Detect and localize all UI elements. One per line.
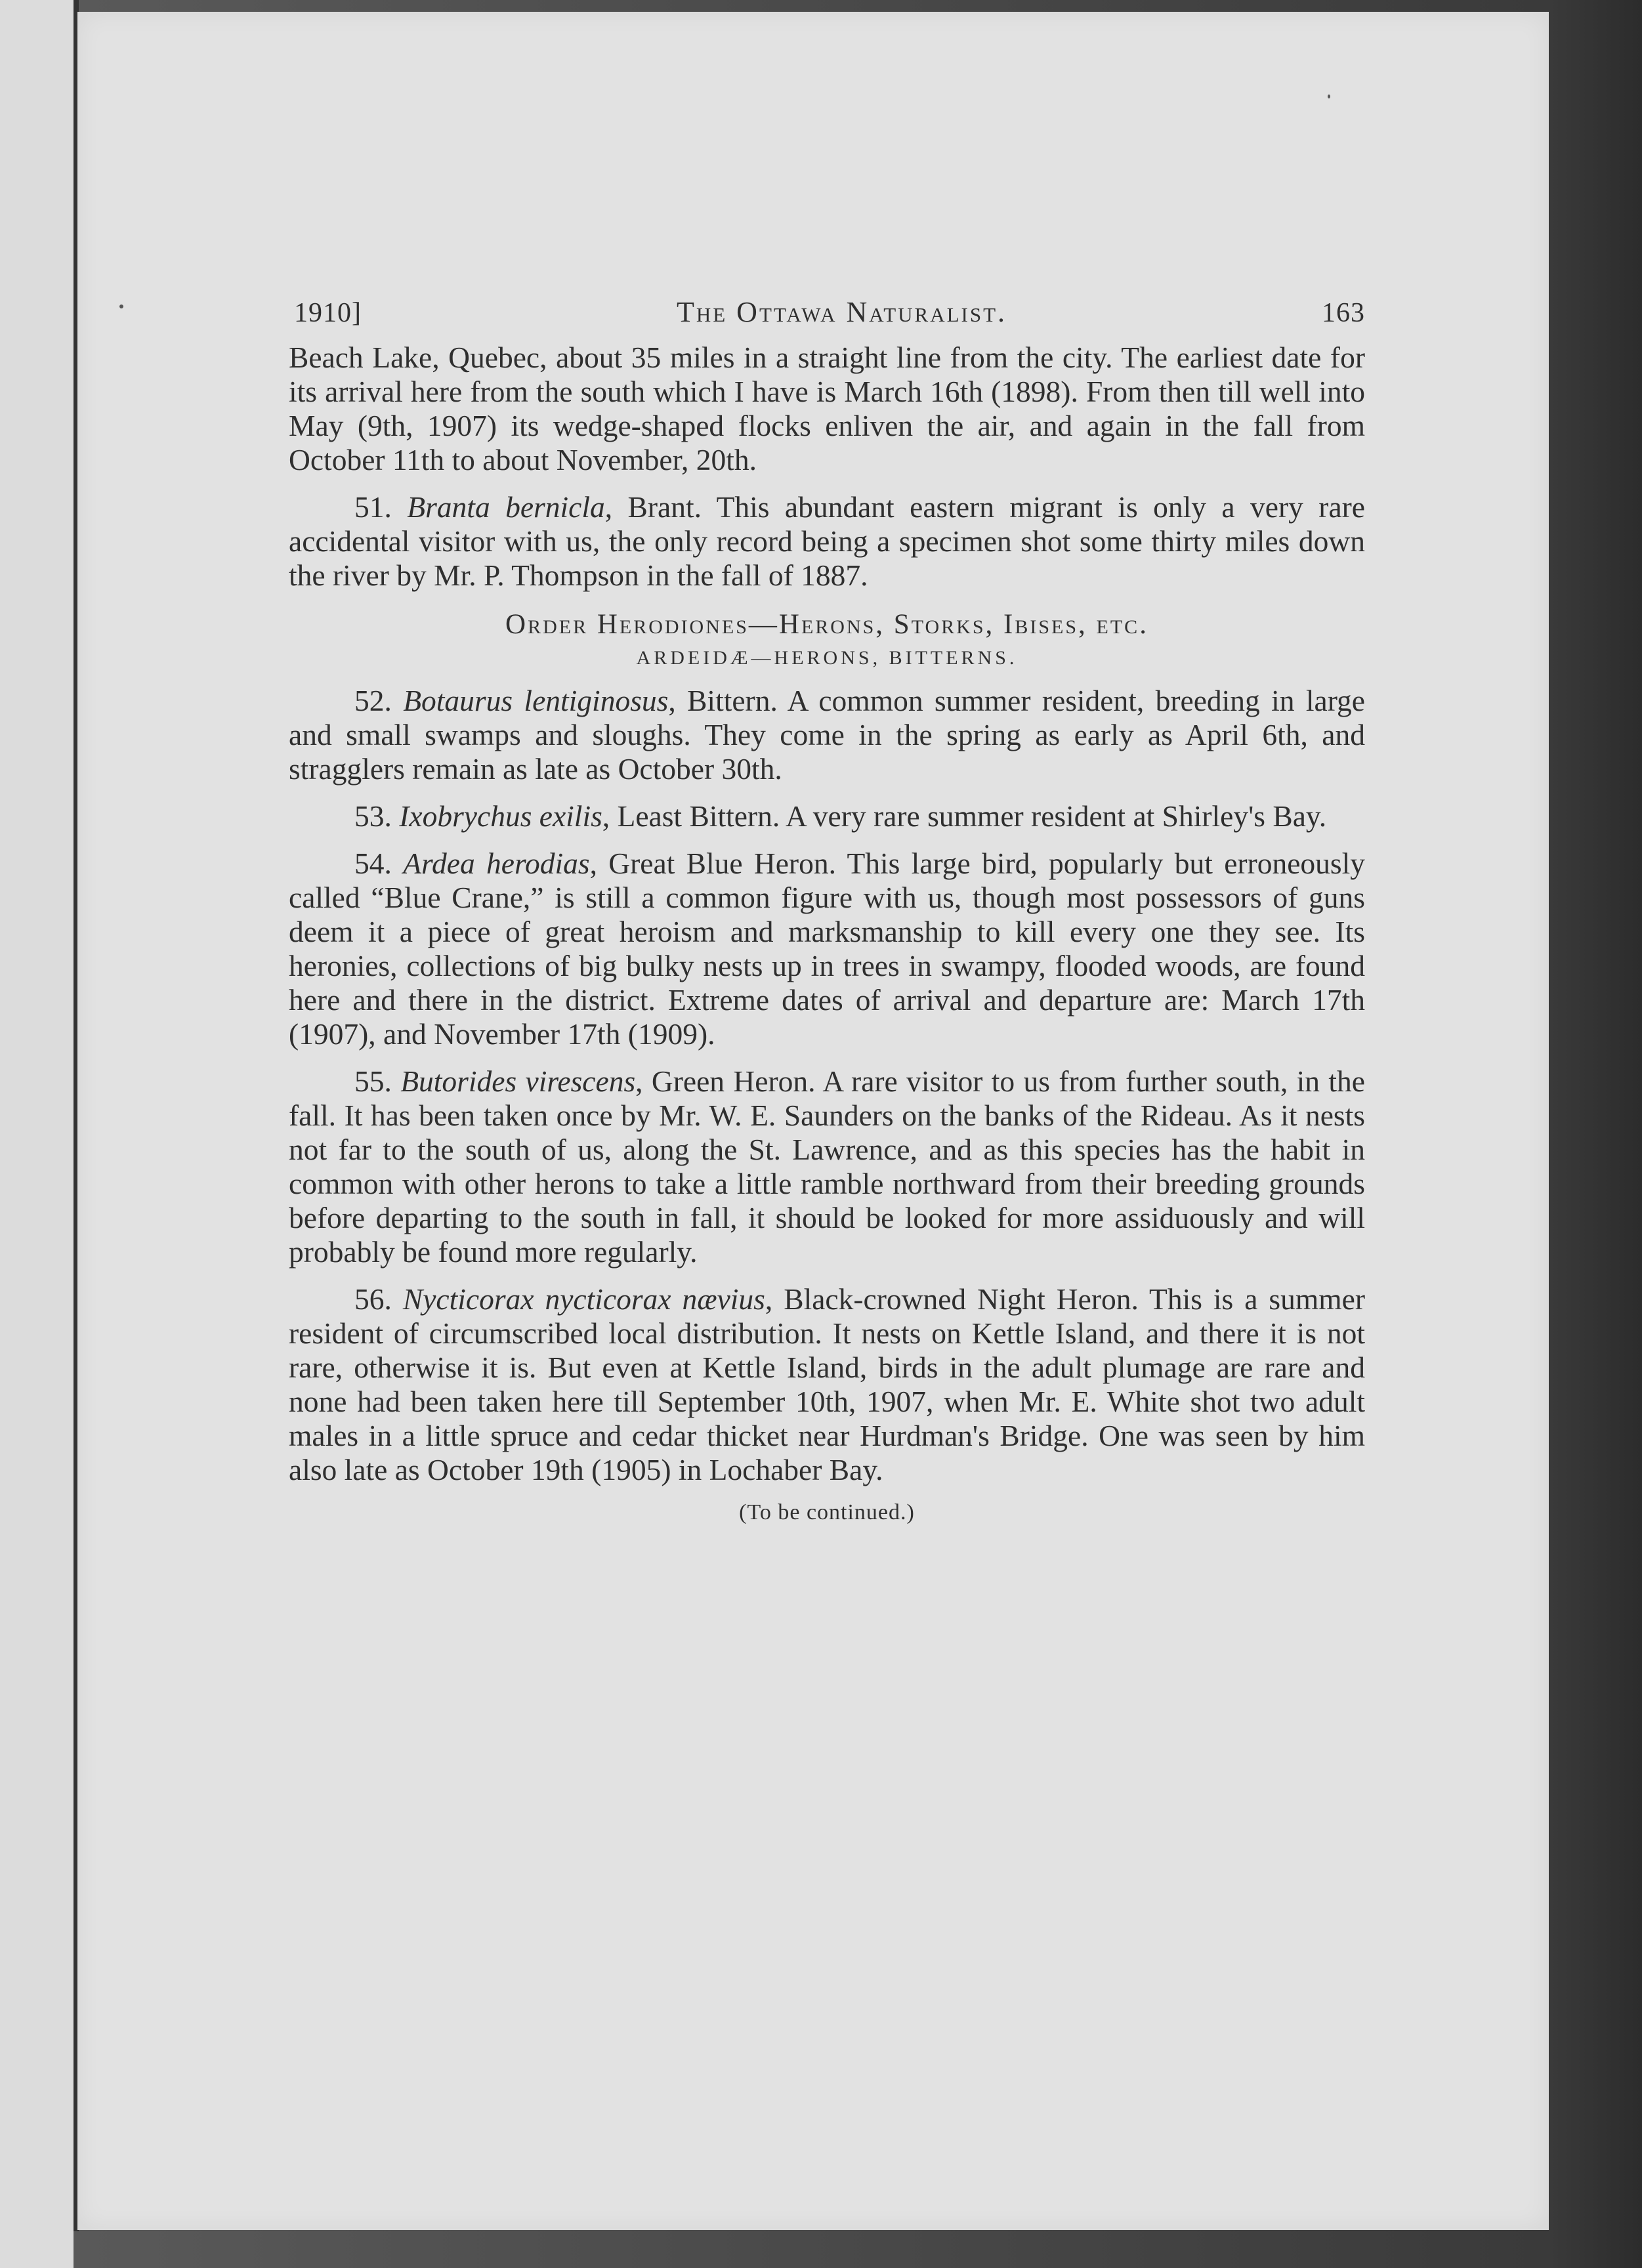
paragraph-text: , Least Bittern. A very rare summer resident at Shirley's Bay. <box>602 799 1327 833</box>
paragraph-text: , Great Blue Heron. This large bird, popularly but erroneously called “Blue Crane,” is still a common figure with us, though most possessors of guns deem it a piece of great heroism and marksmanship to kill every one they see. Its heronies, collections of big bulky nests up in trees in swampy, flooded woods, are found here and there in the district. Extreme dates of arrival and departure are: March 17th (1907), and November 17th (1909). <box>289 847 1365 1051</box>
paragraph-text: , Bittern. A common summer resident, breeding in large and small swamps and sloughs. They come in the spring as early as April 6th, and stragglers remain as late as October 30th. <box>289 684 1365 786</box>
paragraph-text: 51. <box>354 490 408 524</box>
paper-speck <box>1328 94 1330 98</box>
intro-paragraphs <box>289 341 1365 593</box>
species-name: Butorides virescens <box>400 1064 636 1098</box>
species-name: Botaurus lentiginosus <box>403 684 669 717</box>
paragraph-text: Beach Lake, Quebec, about 35 miles in a straight line from the city. The earliest date for its arrival here from the south which I have is March 16th (1898). From then till well into May (9th, 1907) its wedge-shaped flocks enliven the air, and again in the fall from October 11th to about November, 20th. <box>289 341 1365 476</box>
paragraph-text: , Black-crowned Night Heron. This is a summer resident of circumscribed local distribution. It nests on Kettle Island, and there it is not rare, otherwise it is. But even at Kettle Island, birds in the adult plumage are rare and none had been taken here till September 10th, 1907, when Mr. E. White shot two adult males in a little spruce and cedar thicket near Hurdman's Bridge. One was seen by him also late as October 19th (1905) in Lochaber Bay. <box>289 1282 1366 1486</box>
page-number: 163 <box>1322 298 1365 328</box>
species-name: Nycticorax nycticorax nævius <box>402 1282 765 1316</box>
text-paragraph <box>289 341 1365 477</box>
text-paragraph <box>289 847 1365 1051</box>
text-paragraph <box>289 799 1365 833</box>
paragraph-text: 52. <box>354 684 404 717</box>
text-paragraph <box>289 684 1365 786</box>
paragraph-text: , Green Heron. A rare visitor to us from further south, in the fall. It has been taken once by Mr. W. E. Saunders on the banks of the Rideau. As it nests not far to the south of us, along the St. Lawrence, and as this species has the habit in common with other herons to take a little ramble northward from their breeding grounds before departing to the south in fall, it should be looked for more assiduously and will probably be found more regularly. <box>289 1064 1365 1269</box>
paragraph-text: 54. <box>354 847 404 880</box>
text-paragraph <box>289 490 1365 593</box>
paragraph-text: , Brant. This abundant eastern migrant is only a very rare accidental visitor with us, the only record being a specimen shot some thirty miles down the river by Mr. P. Thompson in the fall of 1887. <box>289 490 1365 592</box>
paragraph-text: 55. <box>354 1064 401 1098</box>
species-name: Ixobrychus exilis <box>399 799 602 833</box>
running-header <box>289 295 1365 329</box>
species-name: Branta bernicla <box>407 490 605 524</box>
order-heading: Order Herodiones—Herons, Storks, Ibises, etc. <box>505 609 1148 640</box>
family-heading: ARDEIDÆ—HERONS, BITTERNS. <box>636 647 1018 669</box>
adjacent-page-edge <box>0 0 74 2268</box>
paper-speck <box>119 304 123 308</box>
paragraph-text: 53. <box>354 799 400 833</box>
header-year: 1910] <box>294 298 362 328</box>
journal-title: The Ottawa Naturalist. <box>676 296 1007 328</box>
text-paragraph <box>289 1064 1365 1269</box>
page-content <box>289 295 1365 1525</box>
continued-note: (To be continued.) <box>739 1500 915 1524</box>
species-paragraphs <box>289 684 1365 1487</box>
paragraph-text: 56. <box>354 1282 403 1316</box>
text-paragraph <box>289 1282 1365 1487</box>
species-name: Ardea herodias <box>403 847 590 880</box>
book-page <box>77 12 1549 2230</box>
